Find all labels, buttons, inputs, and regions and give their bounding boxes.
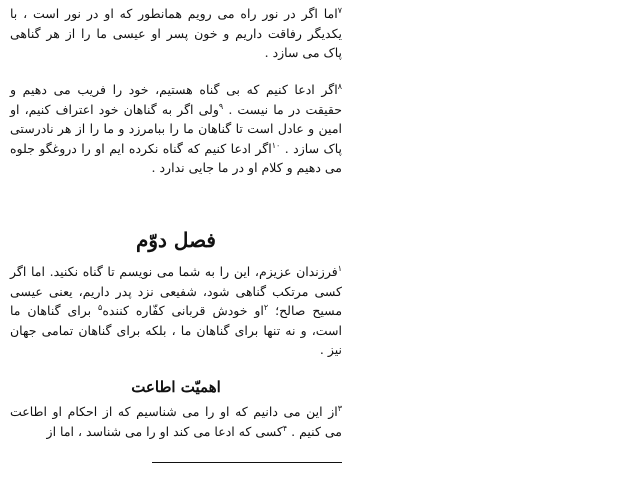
section-heading: اهمیّت اطاعت: [131, 378, 221, 396]
footnote-divider: [152, 462, 342, 463]
verses-3-4-paragraph: [10, 402, 342, 441]
verses-3-4-block: [10, 402, 342, 441]
verse-text: اگر ادعا کنیم که بی گناه هستیم، خود را فریب می دهیم و حقیقت در ما نیست .: [10, 82, 342, 117]
verse-text: ولی اگر به گناهان خود اعتراف کنیم، او امین و عادل است تا گناهان ما را ببامرزد و ما را از هر نادرستی پاک سازد .: [10, 101, 342, 156]
verse-text: برای گناهان ما است، و نه تنها برای گناهان ما ، بلکه برای گناهان تمامی جهان نیز .: [10, 303, 342, 357]
verse-number: ۱: [337, 263, 342, 273]
footnote-marker: ۵: [98, 302, 103, 312]
verse-text: فرزندان عزیزم، این را به شما می نویسم تا گناه نکنید. اما اگر کسی مرتکب گناهی شود، شفیعی نزد پدر داریم، یعنی عیسی مسیح صالح؛: [10, 264, 343, 318]
verses-1-2-paragraph: [10, 262, 342, 360]
verses-1-2-block: [10, 262, 342, 360]
verse-number: ۸: [337, 81, 342, 91]
verse-text: از این می دانیم که او را می شناسیم که از احکام او اطاعت می کنیم .: [10, 404, 342, 439]
verse-text: او خودش قربانی کفّاره کننده: [102, 303, 264, 318]
verse-text: اگر ادعا کنیم که گناه نکرده ایم او را دروغگو جلوه می دهیم و کلام او در ما جایی ندارد .: [10, 140, 342, 175]
verse-number: ۲: [263, 302, 269, 312]
verse-number: ۹: [218, 101, 224, 111]
verse-number: ۱۰: [271, 140, 281, 150]
verses-8-10-paragraph: [10, 80, 342, 178]
verse-7-paragraph: [10, 4, 342, 63]
verse-7-block: [10, 4, 342, 63]
verse-number: ۴: [282, 423, 288, 433]
chapter-heading-block: [10, 222, 342, 258]
verse-text: اما اگر در نور راه می رویم همانطور که او در نور است ، با یکدیگر رفاقت داریم و خون پسر او عیسی ما را از هر گناهی پاک می سازد .: [10, 6, 342, 60]
verse-number: ۷: [337, 5, 342, 15]
verse-number: ۳: [337, 403, 342, 413]
chapter-title: فصل دوّم: [136, 228, 216, 252]
verse-text: کسی که ادعا می کند او را می شناسد ، اما از: [46, 423, 283, 439]
section-heading-block: [10, 376, 342, 398]
document-page: [10, 0, 342, 480]
verses-8-10-block: [10, 80, 342, 178]
